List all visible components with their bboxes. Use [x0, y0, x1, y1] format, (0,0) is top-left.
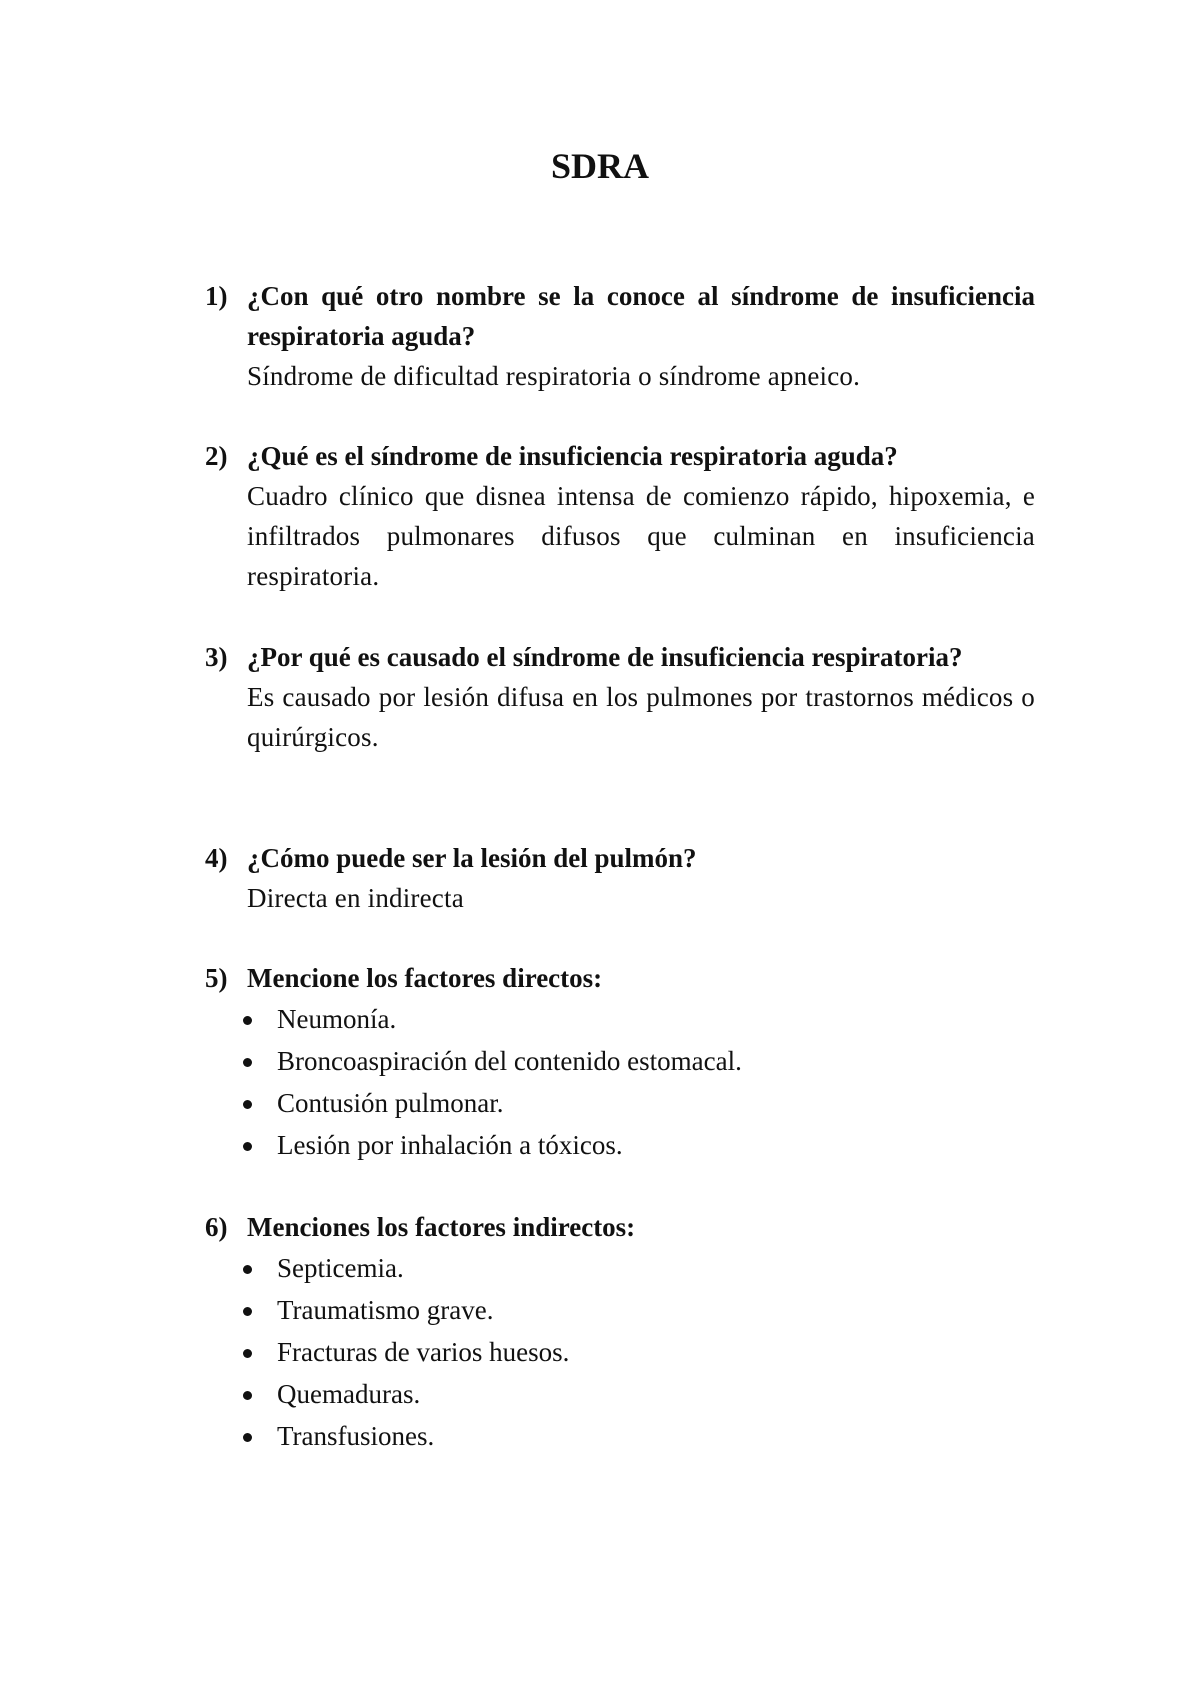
question-number: 1): [205, 281, 228, 311]
list-item-text: Septicemia.: [277, 1253, 404, 1283]
bullet-icon: [243, 1391, 252, 1400]
question-number: 4): [205, 843, 228, 873]
question-heading: [205, 958, 1035, 998]
bullet-list: [205, 1247, 1035, 1457]
list-item-text: Broncoaspiración del contenido estomacal.: [277, 1046, 742, 1076]
question-number: 3): [205, 642, 228, 672]
bullet-list: [205, 998, 1035, 1166]
list-item: [277, 1289, 1035, 1331]
list-item-text: Traumatismo grave.: [277, 1295, 494, 1325]
question-text: ¿Cómo puede ser la lesión del pulmón?: [247, 843, 697, 873]
list-item-text: Transfusiones.: [277, 1421, 435, 1451]
bullet-icon: [243, 1016, 252, 1025]
list-item: [277, 1124, 1035, 1166]
question-text: ¿Por qué es causado el síndrome de insuficiencia respiratoria?: [247, 642, 963, 672]
list-item-text: Contusión pulmonar.: [277, 1088, 504, 1118]
list-item: [277, 1415, 1035, 1457]
bullet-icon: [243, 1433, 252, 1442]
question-text: ¿Con qué otro nombre se la conoce al síndrome de insuficiencia respiratoria aguda?: [247, 281, 1035, 351]
list-item-text: Fracturas de varios huesos.: [277, 1337, 570, 1367]
question-heading: [205, 436, 1035, 476]
question-heading: [205, 838, 1035, 878]
question-number: 6): [205, 1212, 228, 1242]
question-text: Mencione los factores directos:: [247, 963, 603, 993]
list-item-text: Quemaduras.: [277, 1379, 421, 1409]
bullet-icon: [243, 1100, 252, 1109]
answer-text: Es causado por lesión difusa en los pulmones por trastornos médicos o quirúrgicos.: [247, 682, 1035, 752]
question-heading: [205, 637, 1035, 677]
question-heading: [205, 1207, 1035, 1247]
list-item: [277, 998, 1035, 1040]
question-item-4: [205, 838, 1035, 918]
list-item: [277, 1082, 1035, 1124]
answer-text: Síndrome de dificultad respiratoria o síndrome apneico.: [247, 361, 861, 391]
question-item-1: [205, 276, 1035, 396]
list-item: [277, 1040, 1035, 1082]
bullet-icon: [243, 1142, 252, 1151]
question-item-3: [205, 637, 1035, 757]
question-item-2: [205, 436, 1035, 596]
question-text: Menciones los factores indirectos:: [247, 1212, 636, 1242]
list-item-text: Lesión por inhalación a tóxicos.: [277, 1130, 623, 1160]
list-item: [277, 1373, 1035, 1415]
question-item-6: [205, 1207, 1035, 1457]
list-item: [277, 1331, 1035, 1373]
list-item-text: Neumonía.: [277, 1004, 397, 1034]
bullet-icon: [243, 1265, 252, 1274]
question-number: 2): [205, 441, 228, 471]
question-number: 5): [205, 963, 228, 993]
bullet-icon: [243, 1307, 252, 1316]
answer-text: Directa en indirecta: [247, 883, 464, 913]
bullet-icon: [243, 1349, 252, 1358]
question-item-5: [205, 958, 1035, 1166]
bullet-icon: [243, 1058, 252, 1067]
question-text: ¿Qué es el síndrome de insuficiencia respiratoria aguda?: [247, 441, 898, 471]
list-item: [277, 1247, 1035, 1289]
question-heading: [205, 276, 1035, 356]
answer-text: Cuadro clínico que disnea intensa de comienzo rápido, hipoxemia, e infiltrados pulmonares difusos que culminan en insuficiencia respiratoria.: [247, 481, 1035, 591]
page-title: SDRA: [550, 146, 649, 186]
